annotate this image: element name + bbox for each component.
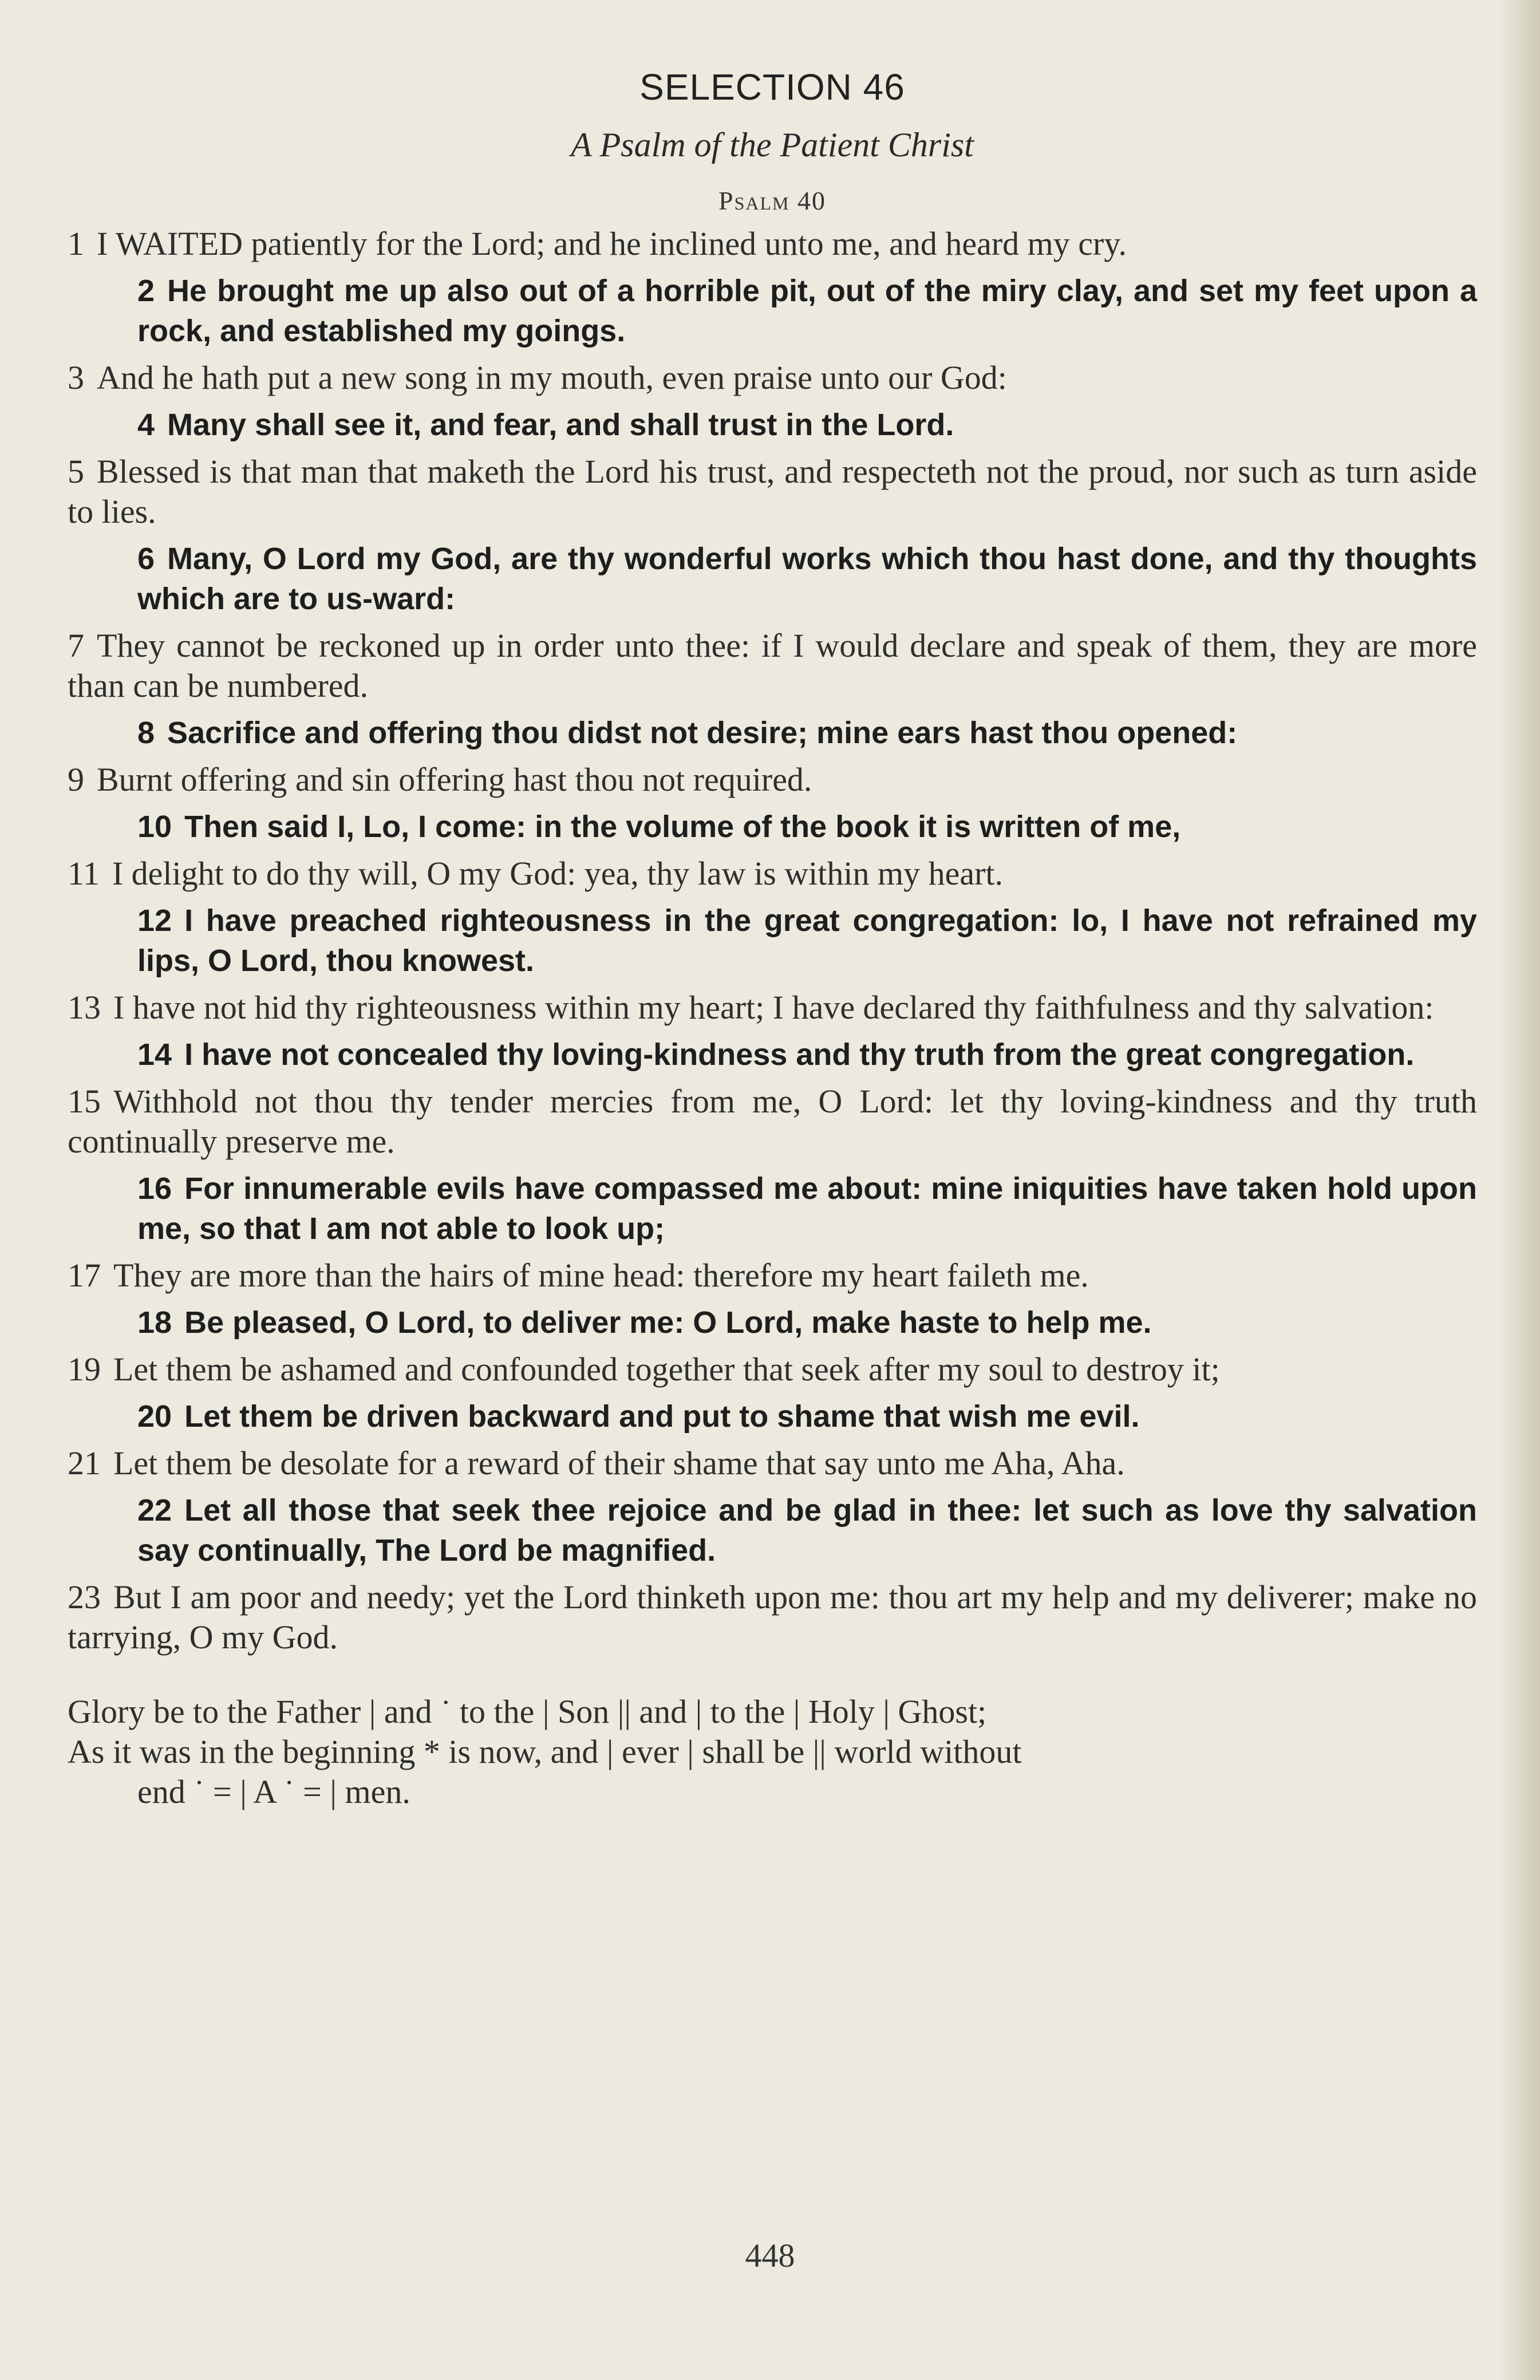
verse-number: 6: [137, 542, 155, 576]
verse-7: [68, 626, 1477, 706]
verse-text: They cannot be reckoned up in order unto thee: if I would declare and speak of them, they are more than can be numbered.: [68, 627, 1477, 704]
verse-number: 13: [68, 989, 101, 1026]
verse-number: 16: [137, 1171, 172, 1206]
verse-number: 15: [68, 1083, 101, 1120]
verse-text: And he hath put a new song in my mouth, even praise unto our God:: [97, 359, 1007, 396]
verse-number: 12: [137, 903, 172, 938]
verse-number: 14: [137, 1037, 172, 1072]
gloria-line-2: As it was in the beginning * is now, and | ever | shall be || world without: [68, 1733, 1022, 1770]
verse-text: I WAITED patiently for the Lord; and he inclined unto me, and heard my cry.: [97, 225, 1127, 262]
verse-number: 9: [68, 761, 84, 798]
verse-number: 3: [68, 359, 84, 396]
gloria-patri: [68, 1692, 1477, 1812]
verse-15: [68, 1082, 1477, 1162]
verse-number: 2: [137, 274, 155, 308]
verse-text: Let them be driven backward and put to shame that wish me evil.: [184, 1399, 1140, 1434]
verse-11: [68, 854, 1477, 894]
verse-3: [68, 358, 1477, 398]
verse-text: They are more than the hairs of mine head: therefore my heart faileth me.: [113, 1257, 1089, 1294]
verse-text: Burnt offering and sin offering hast thou not required.: [97, 761, 812, 798]
verse-5: [68, 452, 1477, 532]
verse-2: [68, 271, 1477, 351]
verse-text: Many, O Lord my God, are thy wonderful works which thou hast done, and thy thoughts which are to us-ward:: [137, 542, 1477, 616]
gloria-line-1: Glory be to the Father | and ˙ to the | Son || and | to the | Holy | Ghost;: [68, 1693, 987, 1730]
verse-text: Many shall see it, and fear, and shall trust in the Lord.: [167, 408, 954, 442]
gloria-line-3: end ˙ = | A ˙ = | men.: [137, 1773, 410, 1810]
verse-6: [68, 539, 1477, 619]
verse-number: 4: [137, 408, 155, 442]
verse-number: 20: [137, 1399, 172, 1434]
verse-text: He brought me up also out of a horrible pit, out of the miry clay, and set my feet upon a rock, and established my goings.: [137, 274, 1477, 348]
verse-13: [68, 988, 1477, 1028]
verse-text: For innumerable evils have compassed me about: mine iniquities have taken hold upon me, so that I am not able to look up;: [137, 1171, 1477, 1246]
verse-text: Let all those that seek thee rejoice and be glad in thee: let such as love thy salvation say continually, The Lord be magnified.: [137, 1493, 1477, 1568]
verse-10: [68, 807, 1477, 847]
verse-number: 10: [137, 810, 172, 844]
verse-number: 23: [68, 1578, 101, 1616]
verse-text: I have preached righteousness in the great congregation: lo, I have not refrained my lips, O Lord, thou knowest.: [137, 903, 1477, 978]
responsive-reading: [68, 224, 1477, 1657]
psalm-reference: Psalm 40: [718, 186, 826, 215]
page-number: 448: [745, 2237, 795, 2274]
verse-number: 17: [68, 1257, 101, 1294]
verse-text: Then said I, Lo, I come: in the volume of the book it is written of me,: [184, 810, 1181, 844]
verse-number: 11: [68, 855, 100, 892]
page-content: [68, 57, 1477, 1812]
verse-14: [68, 1035, 1477, 1075]
verse-text: Let them be desolate for a reward of their shame that say unto me Aha, Aha.: [113, 1444, 1125, 1482]
selection-title: SELECTION 46: [639, 66, 905, 108]
verse-16: [68, 1169, 1477, 1249]
verse-text: I have not hid thy righteousness within my heart; I have declared thy faithfulness and thy salvation:: [113, 989, 1434, 1026]
verse-number: 18: [137, 1305, 172, 1340]
verse-number: 7: [68, 627, 84, 664]
verse-number: 5: [68, 453, 84, 490]
verse-4: [68, 405, 1477, 445]
verse-number: 21: [68, 1444, 101, 1482]
verse-number: 8: [137, 716, 155, 750]
verse-20: [68, 1396, 1477, 1436]
verse-text: I have not concealed thy loving-kindness and thy truth from the great congregation.: [184, 1037, 1415, 1072]
verse-17: [68, 1256, 1477, 1296]
verse-12: [68, 901, 1477, 981]
verse-text: But I am poor and needy; yet the Lord thinketh upon me: thou art my help and my deliverer; make no tarrying, O my God.: [68, 1578, 1477, 1656]
verse-8: [68, 713, 1477, 753]
page-edge-shadow: [1500, 0, 1540, 2380]
verse-23: [68, 1577, 1477, 1657]
verse-number: 1: [68, 225, 84, 262]
verse-9: [68, 760, 1477, 800]
verse-1: [68, 224, 1477, 264]
verse-text: Sacrifice and offering thou didst not desire; mine ears hast thou opened:: [167, 716, 1238, 750]
verse-21: [68, 1443, 1477, 1483]
verse-18: [68, 1303, 1477, 1343]
verse-19: [68, 1349, 1477, 1390]
verse-text: Let them be ashamed and confounded together that seek after my soul to destroy it;: [113, 1351, 1220, 1388]
verse-text: I delight to do thy will, O my God: yea, thy law is within my heart.: [112, 855, 1004, 892]
verse-text: Blessed is that man that maketh the Lord his trust, and respecteth not the proud, nor such as turn aside to lies.: [68, 453, 1477, 530]
verse-text: Withhold not thou thy tender mercies from me, O Lord: let thy loving-kindness and thy truth continually preserve me.: [68, 1083, 1477, 1160]
verse-number: 22: [137, 1493, 172, 1528]
verse-text: Be pleased, O Lord, to deliver me: O Lord, make haste to help me.: [184, 1305, 1152, 1340]
verse-22: [68, 1490, 1477, 1570]
verse-number: 19: [68, 1351, 101, 1388]
psalm-subtitle: A Psalm of the Patient Christ: [571, 126, 974, 164]
